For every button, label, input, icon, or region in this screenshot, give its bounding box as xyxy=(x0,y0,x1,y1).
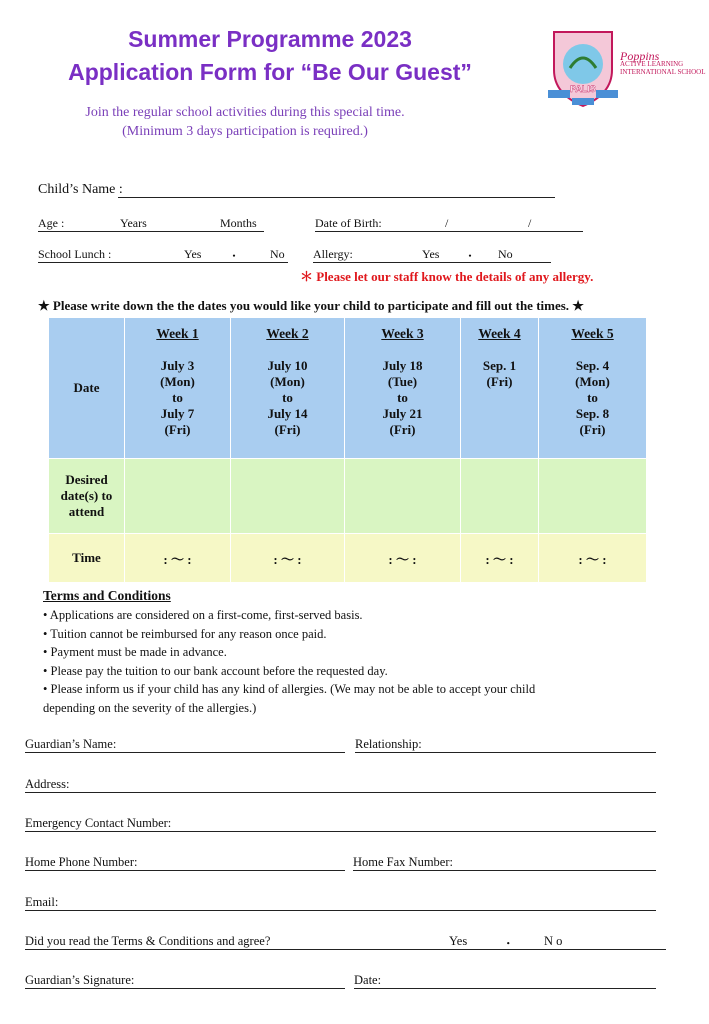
allergy-separator: ・ xyxy=(464,249,477,263)
week-label: Week 1 xyxy=(156,326,199,341)
time-input-week5[interactable]: : ～ : xyxy=(539,534,647,583)
desired-dates-row xyxy=(49,459,647,534)
week-cell xyxy=(231,318,345,459)
school-logo-text xyxy=(620,49,709,76)
week-dates: July 18 (Tue) to July 21 (Fri) xyxy=(382,358,423,437)
page-title-line2: Application Form for “Be Our Guest” xyxy=(68,59,472,85)
desired-dates-input-week1[interactable] xyxy=(125,459,231,534)
terms-list xyxy=(43,606,643,717)
agree-no-option[interactable]: N o xyxy=(544,934,563,948)
allergy-no-option[interactable]: No xyxy=(498,247,513,261)
guardian-signature-field[interactable] xyxy=(25,988,345,989)
terms-item: • Payment must be made in advance. xyxy=(43,645,227,659)
guardian-name-label: Guardian’s Name: xyxy=(25,737,117,751)
logo-emblem-text: PALIS xyxy=(570,84,596,94)
terms-item: • Tuition cannot be reimbursed for any reason once paid. xyxy=(43,626,327,641)
age-field[interactable] xyxy=(38,231,264,232)
time-input-week1[interactable]: : ～ : xyxy=(125,534,231,583)
desired-dates-input-week5[interactable] xyxy=(539,459,647,534)
lunch-allergy-row xyxy=(38,247,548,265)
dob-separator-2: / xyxy=(528,216,532,230)
week-dates: Sep. 1 (Fri) xyxy=(482,358,517,389)
relationship-label: Relationship: xyxy=(355,737,422,751)
desired-dates-input-week3[interactable] xyxy=(345,459,461,534)
home-phone-field[interactable] xyxy=(25,870,345,871)
week-cell xyxy=(461,318,539,459)
terms-item: • Please inform us if your child has any kind of allergies. (We may not be able to accept your child xyxy=(43,682,536,696)
week-dates: Sep. 4 (Mon) to Sep. 8 (Fri) xyxy=(575,358,610,437)
logo-line1: ACTIVE LEARNING xyxy=(620,60,684,68)
terms-heading: Terms and Conditions xyxy=(43,588,171,603)
subtitle-line2: (Minimum 3 days participation is required.) xyxy=(122,124,368,139)
allergy-label: Allergy: xyxy=(313,247,353,261)
terms-item: • Applications are considered on a first-come, first-served basis. xyxy=(43,608,363,622)
address-label: Address: xyxy=(25,777,70,791)
week-cell xyxy=(345,318,461,459)
age-dob-row xyxy=(38,216,586,234)
dob-field[interactable] xyxy=(315,231,583,232)
lunch-yes-option[interactable]: Yes xyxy=(184,247,202,261)
age-label: Age : xyxy=(38,216,65,230)
logo-line2: INTERNATIONAL SCHOOL xyxy=(620,68,706,76)
allergy-yes-option[interactable]: Yes xyxy=(422,247,440,261)
school-lunch-label: School Lunch : xyxy=(38,247,112,261)
week-label: Week 2 xyxy=(266,326,309,341)
lunch-no-option[interactable]: No xyxy=(270,247,285,261)
child-name-label: Child’s Name : xyxy=(38,182,123,197)
years-label: Years xyxy=(120,216,147,230)
dob-label: Date of Birth: xyxy=(315,216,382,230)
date-label: Date: xyxy=(354,973,382,987)
time-row xyxy=(49,534,647,583)
time-input-week4[interactable]: : ～ : xyxy=(461,534,539,583)
lunch-separator: ・ xyxy=(228,249,241,263)
email-label: Email: xyxy=(25,895,59,909)
home-fax-label: Home Fax Number: xyxy=(353,855,453,869)
desired-dates-row-header: Desired date(s) to attend xyxy=(49,459,125,534)
week-cell xyxy=(539,318,647,459)
home-phone-label: Home Phone Number: xyxy=(25,855,138,869)
week-label: Week 3 xyxy=(381,326,424,341)
desired-dates-input-week4[interactable] xyxy=(461,459,539,534)
guardian-name-field[interactable] xyxy=(25,752,345,753)
schedule-table xyxy=(48,317,647,583)
relationship-field[interactable] xyxy=(355,752,656,753)
agree-separator: ・ xyxy=(502,937,515,951)
week-label: Week 5 xyxy=(571,326,614,341)
time-input-week3[interactable]: : ～ : xyxy=(345,534,461,583)
child-name-field[interactable] xyxy=(118,197,555,198)
agree-yes-option[interactable]: Yes xyxy=(449,934,468,948)
emergency-contact-field[interactable] xyxy=(25,831,656,832)
desired-dates-input-week2[interactable] xyxy=(231,459,345,534)
emergency-contact-label: Emergency Contact Number: xyxy=(25,816,172,830)
terms-agree-label: Did you read the Terms & Conditions and agree? xyxy=(25,934,271,948)
time-row-header: Time xyxy=(49,534,125,583)
guardian-signature-label: Guardian’s Signature: xyxy=(25,973,135,987)
address-field[interactable] xyxy=(25,792,656,793)
subtitle-line1: Join the regular school activities during this special time. xyxy=(85,105,405,120)
logo-brand: Poppins xyxy=(620,49,660,63)
week-dates: July 3 (Mon) to July 7 (Fri) xyxy=(160,358,195,437)
dob-separator-1: / xyxy=(445,216,449,230)
terms-item: • Please pay the tuition to our bank account before the requested day. xyxy=(43,663,388,678)
allergy-note: ＊ Please let our staff know the details of any allergy. xyxy=(300,269,594,284)
schedule-instructions: ★ Please write down the the dates you would like your child to participate and fill out the times. ★ xyxy=(38,298,584,313)
date-row-header: Date xyxy=(49,318,125,459)
time-input-week2[interactable]: : ～ : xyxy=(231,534,345,583)
home-fax-field[interactable] xyxy=(353,870,656,871)
week-cell xyxy=(125,318,231,459)
months-label: Months xyxy=(220,216,257,230)
terms-item: depending on the severity of the allergies.) xyxy=(43,700,257,715)
date-field[interactable] xyxy=(354,988,656,989)
school-lunch-field[interactable] xyxy=(38,262,288,263)
school-logo-emblem xyxy=(546,28,620,108)
email-field[interactable] xyxy=(25,910,656,911)
date-row xyxy=(49,318,647,459)
allergy-field[interactable] xyxy=(313,262,551,263)
week-dates: July 10 (Mon) to July 14 (Fri) xyxy=(267,358,308,437)
terms-agree-field[interactable] xyxy=(25,949,666,950)
week-label: Week 4 xyxy=(478,326,521,341)
page-title-line1: Summer Programme 2023 xyxy=(128,26,412,52)
